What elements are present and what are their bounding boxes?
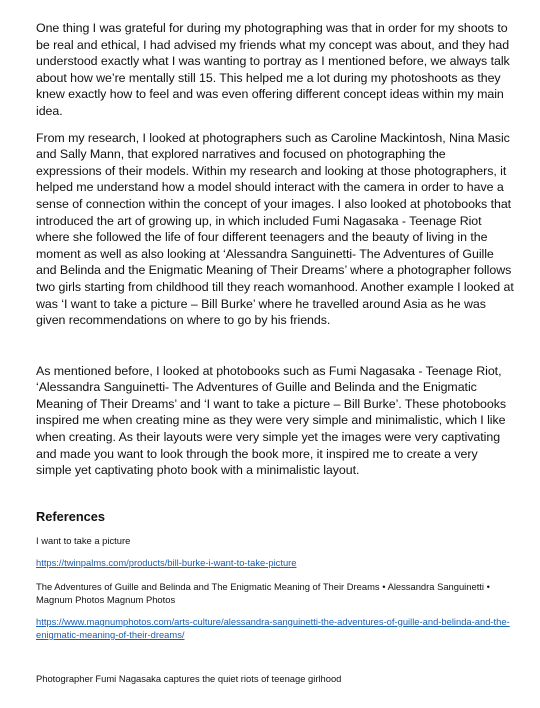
reference-link-2[interactable]: https://www.magnumphotos.com/arts-culture/alessandra-sanguinetti-the-adventures-of-guille-and-belinda-and-the-enigmatic-meaning-of-their-dreams/ [36, 615, 510, 640]
reference-link-1[interactable]: https://twinpalms.com/products/bill-burke-i-want-to-take-picture [36, 556, 297, 568]
body-paragraph-2: From my research, I looked at photographers such as Caroline Mackintosh, Nina Masic and Sally Mann, that explored narratives and focused on photographing the expressions of their models. Within my research and looking at those photographers, it helped me understand how a model should interact with the camera in order to have a sense of connection within the concept of your images. I also looked at photobooks that introduced the art of growing up, in which included Fumi Nagasaka - Teenage Riot where she followed the life of four different teenagers and the beauty of living in the moment as well as also looking at ‘Alessandra Sanguinetti- The Adventures of Guille and Belinda and the Enigmatic Meaning of Their Dreams’ where a photographer follows two girls starting from childhood till they reach womanhood. Another example I looked at was ‘I want to take a picture – Bill Burke’ where he travelled around Asia as he was given recommendations on where to go by his friends. [36, 130, 514, 328]
body-paragraph-3: As mentioned before, I looked at photobooks such as Fumi Nagasaka - Teenage Riot, ‘Alessandra Sanguinetti- The Adventures of Guille and Belinda and the Enigmatic Meaning of Their Dreams’ and ‘I want to take a picture – Bill Burke’. These photobooks inspired me when creating mine as they were very simple and minimalistic, which I like when creating. As their layouts were very simple yet the images were very captivating and made you want to look through the book more, it inspired me to create a very simple yet captivating photo book with a minimalistic layout. [36, 363, 507, 478]
reference-title-3: Photographer Fumi Nagasaka captures the quiet riots of teenage girlhood [36, 672, 342, 684]
reference-title-2: The Adventures of Guille and Belinda and The Enigmatic Meaning of Their Dreams • Alessandra Sanguinetti • Magnum Photos Magnum Photos [36, 580, 490, 605]
document-page [36, 20, 514, 694]
reference-title-1: I want to take a picture [36, 534, 131, 546]
references-heading: References [36, 508, 106, 524]
body-paragraph-1: One thing I was grateful for during my photographing was that in order for my shoots to be real and ethical, I had advised my friends what my concept was about, and they had understood exactly what I was wanting to portray as I mentioned before, we always talk about how we’re mentally still 15. This helped me a lot during my photoshoots as they knew exactly how to feel and was even offering different concept ideas within my main idea. [36, 21, 510, 118]
references-section [36, 509, 514, 685]
